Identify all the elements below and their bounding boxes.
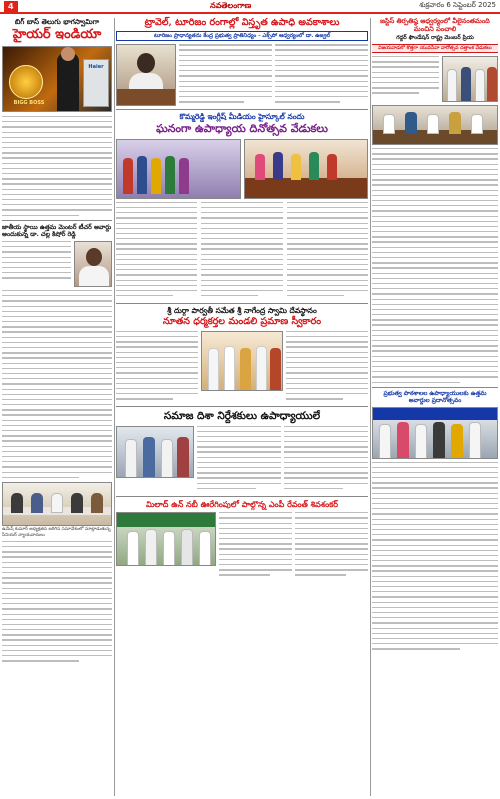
article-body [2, 290, 112, 478]
article-body [372, 148, 498, 383]
brand-label: Haier [88, 63, 104, 70]
milad-headline: మిలాద్ ఉన్ నబీ ఊరేగింపులో పాల్గొన్న ఎంపీ రేవంత్ శివశంకర్ [145, 498, 339, 509]
left-kicker: బిగ్ బాస్ తెలుగు భాగస్వామిగా [14, 17, 100, 26]
right-top-headline: జస్టిస్ తిర్పతిష్ఠ ఆధ్వర్యంలో వీలైనంతమంది మంచిని పంచాలి [380, 17, 490, 33]
center-column [116, 18, 368, 580]
bigboss-photo [2, 46, 112, 112]
tourism-headline: ట్రావెల్, టూరిజం రంగాల్లో విస్తృత ఉపాధి అవకాశాలు [144, 17, 340, 28]
article-body [201, 202, 282, 301]
lawyers-meeting-photo [2, 482, 112, 526]
page-header [0, 0, 500, 14]
article-body [295, 512, 368, 579]
tourism-speaker-photo [116, 44, 176, 106]
right-red-line: విజయవాడలో కొత్తగా యువసేవా వారోత్సవ దత్తాంశ వేడుకలు [378, 44, 492, 51]
fridge-product [83, 59, 109, 107]
article-body [2, 116, 112, 216]
article-body [372, 462, 498, 650]
society-event-photo [116, 426, 194, 478]
tourism-subhead-box [116, 31, 368, 41]
teachers-day-photo-1 [116, 139, 241, 199]
right-event-photo-1 [442, 56, 498, 102]
column-divider [370, 18, 371, 796]
temple-headline-top: శ్రీ దుర్గా పార్వతీ సమేత శ్రీ నాగేంద్ర స్వామి దేవస్థానం [167, 306, 317, 316]
show-logo: BIGG BOSS [13, 99, 45, 106]
issue-date: శుక్రవారం 6 సెప్టెంబర్ 2025 [419, 1, 496, 9]
left-headline: హైయర్ ఇండియా [12, 27, 102, 43]
article-body [116, 202, 197, 301]
temple-headline-main: నూతన ధర్మకర్తల మండలి ప్రమాణ స్వీకారం [162, 315, 322, 327]
article-body [179, 44, 272, 106]
right-event-photo-2 [372, 105, 498, 145]
right-column [372, 18, 498, 653]
article-body [197, 426, 281, 493]
right-mid-headline: ప్రభుత్వ పాఠశాలల ఉపాధ్యాయులకు ఉత్తమ అవార్డుల ప్రదానోత్సవం [383, 389, 487, 404]
article-body [116, 331, 198, 404]
article-body [286, 331, 368, 404]
article-body [2, 241, 74, 287]
article-body [275, 44, 368, 106]
newspaper-name: నవతెలంగాణ [210, 1, 252, 10]
teacher-portrait [74, 241, 112, 287]
article-body [372, 56, 439, 102]
eye-logo-icon [9, 65, 43, 99]
teachers-day-photo-2 [244, 139, 369, 199]
right-top-subhead: గద్దర్ ఫౌండేషన్ రాష్ట్ర మెంబర్ ప్రియ [396, 35, 474, 42]
school-headline-main: ఘనంగా ఉపాధ్యాయ దినోత్సవ వేడుకలు [156, 122, 328, 136]
milad-procession-photo [116, 512, 216, 566]
mentor-award-headline: జాతీయ స్థాయి ఉత్తమ మెంటర్ టీచర్ అవార్డు అందుకున్న డా. చల్ల కిషోర్ రెడ్డి [2, 223, 112, 238]
tourism-subhead: టూరిజం ప్రాధాన్యతను కేంద్ర ప్రభుత్వ ప్రాతినిధ్యం - ఎక్స్‌పో ఆధ్వర్యంలో డా. ఉజ్వల్ [153, 32, 331, 39]
temple-oath-photo [201, 331, 283, 391]
article-body [219, 512, 292, 579]
right-red-banner [372, 44, 498, 54]
right-award-photo [372, 407, 498, 459]
column-divider [114, 18, 115, 796]
article-body [284, 426, 368, 493]
left-column [2, 18, 112, 665]
school-headline-top: కొమ్మరెడ్డి ఇంగ్లీష్ మీడియం హైస్కూల్ నందు [179, 112, 305, 122]
person-head [61, 47, 75, 61]
lawyers-photo-caption: ఉమేష్ కుమార్ అధ్యక్షతన జరిగిన సమావేశంలో మాట్లాడుతున్న సీనియర్ న్యాయవాదులు [2, 526, 111, 538]
article-body [2, 541, 112, 662]
page-number: 4 [4, 1, 18, 12]
society-headline: సమాజ దిశా నిర్దేశకులు ఉపాధ్యాయులే [163, 410, 321, 423]
article-body [287, 202, 368, 301]
person-figure [57, 53, 79, 111]
